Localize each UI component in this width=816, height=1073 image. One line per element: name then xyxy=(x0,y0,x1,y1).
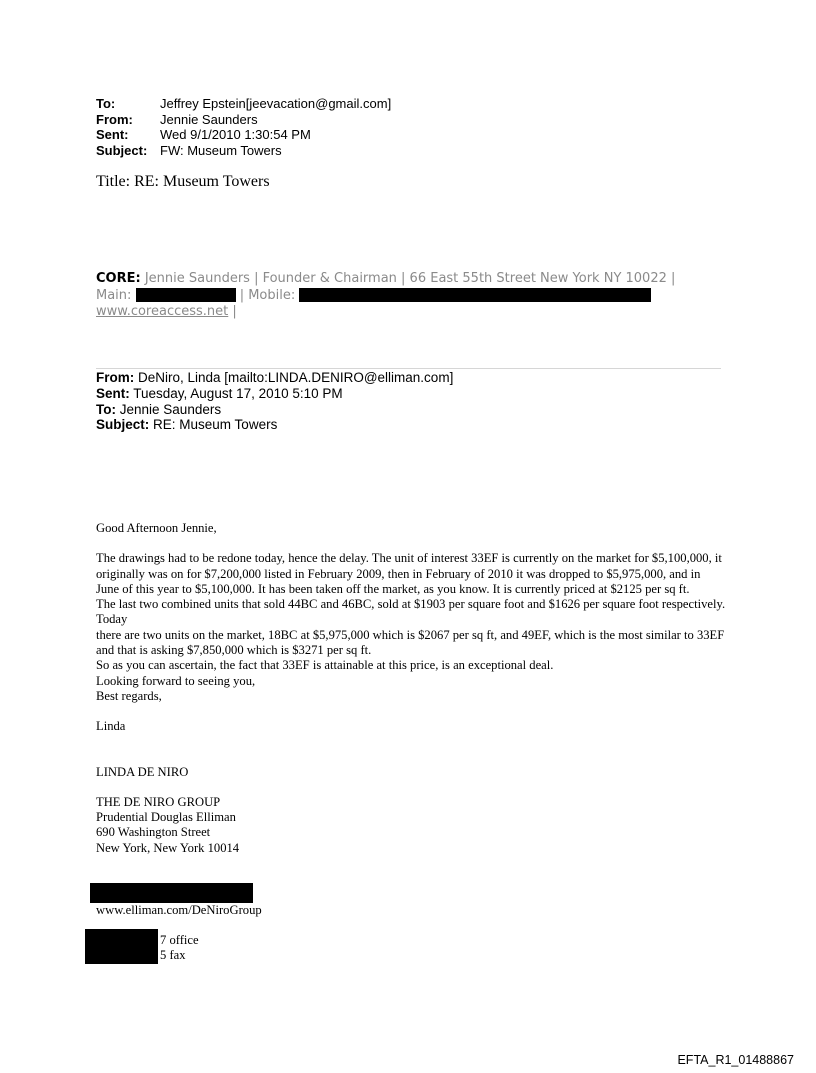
document-title: Title: RE: Museum Towers xyxy=(96,173,270,190)
sig-group: THE DE NIRO GROUP xyxy=(96,794,221,809)
document-id: EFTA_R1_01488867 xyxy=(677,1053,794,1067)
paragraph-1: The drawings had to be redone today, hence the delay. The unit of interest 33EF is currently on the market for $5,100,000, it originally was on for $7,200,000 listed in February 2009, then in February of 2010 it was dropped to $5,975,000, and in June of this year to $5,100,000. It has been taken off the market, as you know. It is currently priced at $2125 per sq ft. xyxy=(96,551,722,596)
from-value: Jennie Saunders xyxy=(160,111,258,127)
sig-city: New York, New York 10014 xyxy=(96,840,240,855)
paragraph-2: The last two combined units that sold 44BC and 46BC, sold at $1903 per square foot and $1626 per square foot respectively. Today xyxy=(96,597,726,627)
redaction-phone-numbers xyxy=(85,929,158,964)
fwd-subject-label: Subject: xyxy=(96,417,150,433)
sig-website[interactable]: www.elliman.com/DeNiroGroup xyxy=(96,903,262,917)
main-label: Main: xyxy=(96,287,132,303)
fwd-sent-value: Tuesday, August 17, 2010 5:10 PM xyxy=(133,385,343,401)
fax-suffix: 5 xyxy=(160,948,167,963)
from-label: From: xyxy=(96,111,133,127)
closing: Best regards, xyxy=(96,688,162,703)
sig-company: Prudential Douglas Elliman xyxy=(96,810,236,825)
subject-label: Subject: xyxy=(96,142,148,158)
paragraph-5: Looking forward to seeing you, xyxy=(96,673,256,688)
sent-label: Sent: xyxy=(96,127,129,142)
core-brand: CORE: xyxy=(96,271,141,286)
paragraph-4: So as you can ascertain, the fact that 33EF is attainable at this price, is an exceptional deal. xyxy=(96,658,554,673)
office-line xyxy=(160,933,199,948)
signoff: Linda xyxy=(96,719,126,734)
fwd-sent-row xyxy=(96,386,453,402)
fwd-from-row xyxy=(96,370,453,386)
fwd-sent-label: Sent: xyxy=(96,385,130,401)
office-suffix: 7 xyxy=(160,933,167,947)
divider xyxy=(96,368,721,369)
core-line-3 xyxy=(96,304,736,321)
core-details: Jennie Saunders | Founder & Chairman | 66 East 55th Street New York NY 10022 | xyxy=(144,271,676,286)
core-trail: | xyxy=(232,304,237,319)
fwd-subject-row xyxy=(96,417,453,433)
redaction-email xyxy=(90,883,253,903)
core-line-1 xyxy=(96,271,736,288)
core-line-2 xyxy=(96,288,736,305)
fwd-from-label: From: xyxy=(96,370,135,385)
fwd-from-value: DeNiro, Linda [mailto:LINDA.DENIRO@elliman.com] xyxy=(138,370,454,385)
greeting: Good Afternoon Jennie, xyxy=(96,521,217,535)
email-header xyxy=(96,96,391,158)
sent-row xyxy=(96,127,391,143)
sig-street: 690 Washington Street xyxy=(96,825,211,840)
to-value: Jeffrey Epstein[jeevacation@gmail.com] xyxy=(160,96,392,111)
fax-line xyxy=(160,948,199,963)
redaction-mobile-phone xyxy=(299,288,651,302)
fwd-subject-value: RE: Museum Towers xyxy=(153,417,278,433)
forwarded-header xyxy=(96,370,453,433)
core-signature xyxy=(96,271,736,321)
subject-value: FW: Museum Towers xyxy=(160,142,282,158)
paragraph-3: there are two units on the market, 18BC at $5,975,000 which is $2067 per sq ft, and 49EF, which is the most similar to 33EF and that is asking $7,850,000 which is $3271 per sq ft. xyxy=(96,627,725,658)
from-row xyxy=(96,112,391,128)
subject-row xyxy=(96,143,391,159)
fax-label: fax xyxy=(169,948,186,963)
to-label: To: xyxy=(96,96,116,111)
sig-name: LINDA DE NIRO xyxy=(96,764,189,779)
sent-value: Wed 9/1/2010 1:30:54 PM xyxy=(160,127,311,142)
fwd-to-label: To: xyxy=(96,401,116,417)
fwd-to-row xyxy=(96,402,453,418)
sig-phone-lines xyxy=(160,933,199,964)
redaction-main-phone xyxy=(136,288,236,302)
office-label: office xyxy=(169,933,199,947)
to-row xyxy=(96,96,391,112)
message-body xyxy=(96,521,726,856)
fwd-to-value: Jennie Saunders xyxy=(119,401,222,417)
mobile-label: | Mobile: xyxy=(239,287,296,303)
core-website-link[interactable]: www.coreaccess.net xyxy=(96,304,229,319)
